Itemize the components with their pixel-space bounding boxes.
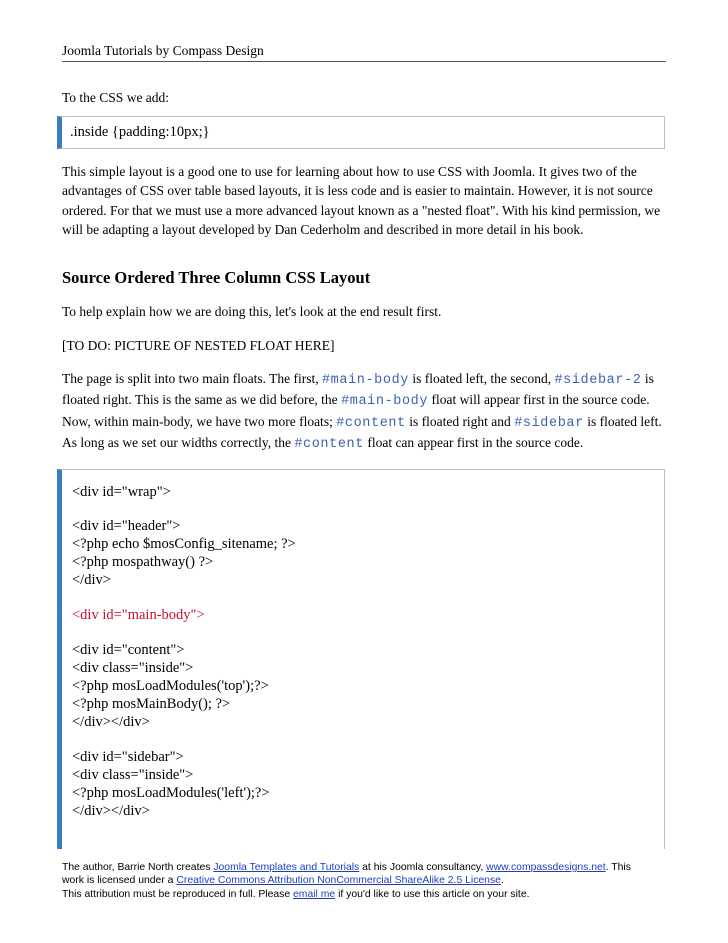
creative-commons-link[interactable]: Creative Commons Attribution NonCommercial ShareAlike 2.5 License (176, 875, 501, 887)
todo-placeholder: [TO DO: PICTURE OF NESTED FLOAT HERE] (62, 338, 335, 353)
paragraph-explain: To help explain how we are doing this, let's look at the end result first. (62, 304, 442, 319)
email-me-link[interactable]: email me (293, 888, 336, 900)
inline-code-main-body: #main-body (321, 373, 409, 388)
code-line: <div id="wrap"> (72, 484, 171, 500)
code-line: <?php mospathway() ?> (72, 554, 214, 570)
joomla-templates-link[interactable]: Joomla Templates and Tutorials (213, 862, 360, 873)
footer-line-3 (62, 888, 682, 901)
inline-code-sidebar-2: #sidebar-2 (554, 373, 642, 388)
text-run: The author, Barrie North creates (62, 862, 214, 873)
css-code-line: .inside {padding:10px;} (70, 124, 210, 140)
text-run: The page is split into two main floats. The first, (62, 371, 322, 386)
text-run: at his Joomla consultancy, (359, 862, 487, 873)
text-run: . (500, 875, 504, 887)
code-line: </div> (72, 572, 111, 588)
footer-line-1 (62, 861, 682, 874)
compassdesigns-link[interactable]: www.compassdesigns.net (486, 862, 606, 873)
inline-code-content: #content (336, 415, 406, 431)
code-line-highlight: <div id="main-body"> (72, 607, 205, 623)
code-line: <?php mosLoadModules('top');?> (72, 678, 269, 694)
code-line: <div class="inside"> (72, 767, 194, 783)
inline-code-sidebar: #sidebar (514, 415, 584, 431)
text-run: . This (605, 862, 631, 873)
code-line: <div id="sidebar"> (72, 749, 184, 765)
code-line: <?php mosMainBody(); ?> (72, 696, 231, 712)
code-line: </div></div> (72, 714, 150, 730)
inline-code-main-body-2: #main-body (341, 394, 429, 410)
inline-code-content-2: #content (294, 437, 364, 453)
text-run: is floated left. As long as we set our widths correctly, the (62, 413, 662, 451)
code-line: <div id="header"> (72, 518, 181, 534)
text-run: float will appear first in the source code. Now, within main-body, we have two more floats; (62, 392, 650, 429)
text-run: This attribution must be reproduced in full. Please (62, 888, 294, 900)
text-run: float can appear first in the source code. (363, 435, 584, 451)
running-header: Joomla Tutorials by Compass Design (62, 43, 264, 58)
paragraph-intro-layout: This simple layout is a good one to use for learning about how to use CSS with Joomla. It gives two of the advantages of CSS over table based layouts, it is less code and is easier to maintain. However, it is not source ordered. For that we must use a more advanced layout known as a "nested float". With his kind permission, we will be adapting a layout developed by Dan Cederholm and described in more detail in his book. (62, 164, 661, 238)
header-rule (62, 61, 666, 62)
text-run: is floated right and (405, 413, 515, 429)
code-line: <?php echo $mosConfig_sitename; ?> (72, 536, 296, 552)
code-line: <div id="content"> (72, 642, 185, 658)
code-line: </div></div> (72, 803, 150, 819)
page-footer (62, 861, 682, 901)
text-run: if you'd like to use this article on your site. (335, 888, 530, 900)
paragraph-floats (62, 369, 666, 455)
footer-line-2 (62, 874, 682, 887)
css-code-block (57, 116, 665, 149)
intro-text: To the CSS we add: (62, 90, 170, 105)
text-run: is floated left, the second, (408, 371, 555, 386)
code-line: <div class="inside"> (72, 660, 194, 676)
html-code-block (57, 469, 665, 849)
section-heading: Source Ordered Three Column CSS Layout (62, 268, 371, 287)
text-run: work is licensed under a (62, 875, 177, 887)
text-run: is floated right. This is the same as we did before, the (62, 371, 654, 408)
code-line: <?php mosLoadModules('left');?> (72, 785, 270, 801)
